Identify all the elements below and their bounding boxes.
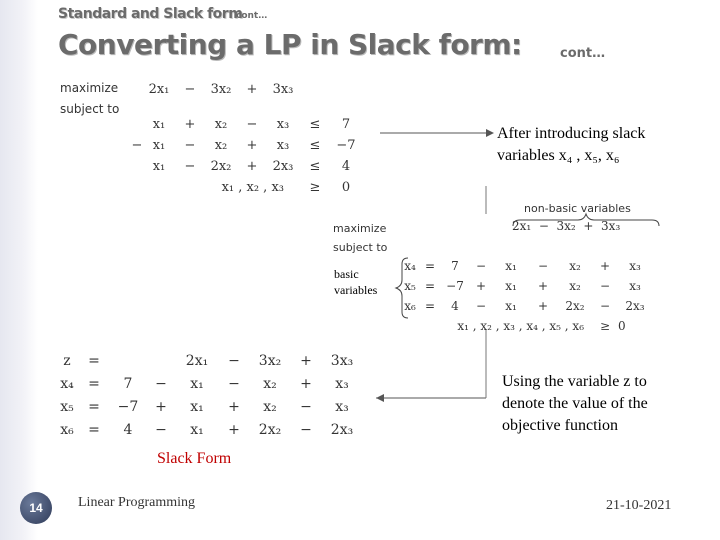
slack-nonneg-vars: x₁ , x₂ , x₃ , x₄ , x₅ , x₆ xyxy=(457,319,584,333)
cell: 2x₃ xyxy=(625,299,645,313)
nonbasic-label: non-basic variables xyxy=(524,202,631,215)
slack-maximize-label: maximize xyxy=(333,222,387,235)
cell: − xyxy=(184,159,196,174)
cell: + xyxy=(300,375,312,392)
slack-objective: 2x₁ − 3x₂ + 3x₃ xyxy=(512,219,621,233)
cell: + xyxy=(537,279,549,293)
slack-form-objective-row xyxy=(56,350,362,372)
cell: 2x₁ xyxy=(148,81,170,97)
cell: x₁ xyxy=(190,398,204,415)
cell: x₃ xyxy=(276,117,290,132)
cell: = xyxy=(424,259,436,273)
cell: x₆ xyxy=(404,299,416,313)
cell: x₅ xyxy=(60,398,74,415)
cell: x₁ xyxy=(190,375,204,392)
basic-label xyxy=(334,266,377,298)
cell: = xyxy=(88,375,100,392)
slack-form-table xyxy=(56,350,362,441)
cell: 2x₃ xyxy=(330,421,354,438)
slack-form-label: Slack Form xyxy=(157,450,232,467)
cell: x₃ xyxy=(276,138,290,153)
cell: x₁ xyxy=(190,421,204,438)
title-cont: cont… xyxy=(560,46,606,61)
cell: − xyxy=(475,299,487,313)
cell: − xyxy=(184,81,196,97)
cell: + xyxy=(155,398,167,415)
cell: + xyxy=(246,159,258,174)
cell: = xyxy=(424,299,436,313)
cell: − xyxy=(475,259,487,273)
slack-form-row xyxy=(56,418,362,441)
slide-supertitle: Standard and Slack form xyxy=(58,6,243,22)
cell: x₄ xyxy=(60,375,74,392)
cell: + xyxy=(184,117,196,132)
cell: − xyxy=(599,299,611,313)
cell: − xyxy=(599,279,611,293)
cell: x₁ xyxy=(505,279,517,293)
cell: 3x₃ xyxy=(330,353,354,369)
cell: + xyxy=(228,421,240,438)
cell: 2x₁ xyxy=(185,353,209,369)
cell: = xyxy=(424,279,436,293)
nonneg-rhs: 0 xyxy=(341,180,351,195)
cell: − xyxy=(246,117,258,132)
basic-label-line1: basic xyxy=(334,267,359,281)
cell: x₂ xyxy=(263,398,277,415)
cell: ≤ xyxy=(309,117,321,132)
slack-form-row xyxy=(56,395,362,418)
page-number-badge xyxy=(20,492,52,524)
cell: − xyxy=(131,138,143,153)
arrow-head-top xyxy=(486,129,494,137)
slide-title: Converting a LP in Slack form: xyxy=(58,28,522,61)
arrow-head-bottom xyxy=(376,394,384,402)
cell: 3x₂ xyxy=(258,353,282,369)
cell: 7 xyxy=(451,259,459,273)
cell: x₂ xyxy=(214,138,228,153)
cell: 4 xyxy=(123,421,133,438)
cell: = xyxy=(88,353,100,369)
cell: −7 xyxy=(446,279,464,293)
cell: x₁ xyxy=(152,117,166,132)
slack-constraint-row xyxy=(402,276,652,296)
cell: + xyxy=(246,81,258,97)
cell: −7 xyxy=(117,398,139,415)
cell: 2x₂ xyxy=(210,159,232,174)
nonneg-vars: x₁ , x₂ , x₃ xyxy=(221,180,284,195)
slack-nonneg-sym: ≥ xyxy=(599,319,611,333)
slack-constraint-row xyxy=(402,256,652,276)
cell: = xyxy=(88,398,100,415)
slack-subject-to-label: subject to xyxy=(333,241,388,254)
cell: 4 xyxy=(451,299,459,313)
cell: −7 xyxy=(336,138,356,153)
cell: + xyxy=(599,259,611,273)
cell: − xyxy=(537,259,549,273)
footer-course: Linear Programming xyxy=(78,495,196,510)
nonneg-sym: ≥ xyxy=(309,180,321,195)
cell: + xyxy=(475,279,487,293)
supertitle-cont: cont… xyxy=(236,11,268,21)
cell: x₁ xyxy=(152,159,166,174)
cell: − xyxy=(184,138,196,153)
original-maximize-label: maximize xyxy=(60,81,119,95)
objective-note: Using the variable z to denote the value of the objective function xyxy=(502,373,648,434)
original-subject-to-label: subject to xyxy=(60,102,120,116)
cell: x₂ xyxy=(214,117,228,132)
cell: x₂ xyxy=(569,279,581,293)
slack-form-row xyxy=(56,372,362,395)
cell: − xyxy=(300,421,312,438)
cell: ≤ xyxy=(309,138,321,153)
basic-label-line2: variables xyxy=(334,283,378,297)
page-number: 14 xyxy=(29,501,43,515)
cell: 2x₂ xyxy=(258,421,282,438)
cell: x₂ xyxy=(263,375,277,392)
cell: 7 xyxy=(123,375,133,392)
cell: x₃ xyxy=(629,279,641,293)
footer-date: 21-10-2021 xyxy=(606,498,672,513)
cell: x₃ xyxy=(335,398,349,415)
cell: x₁ xyxy=(505,299,517,313)
cell: 2x₃ xyxy=(272,159,294,174)
cell: 3x₃ xyxy=(272,81,294,97)
cell xyxy=(110,350,146,372)
slack-nonneg-rhs: 0 xyxy=(618,319,626,333)
after-slack-note: After introducing slack variables x₄ , x₅, x₆ xyxy=(497,125,646,164)
cell: + xyxy=(246,138,258,153)
cell: x₃ xyxy=(629,259,641,273)
cell: 3x₂ xyxy=(210,81,232,97)
cell: + xyxy=(537,299,549,313)
cell: z xyxy=(63,353,71,369)
slack-lp-table xyxy=(402,256,652,336)
cell: 2x₂ xyxy=(565,299,585,313)
cell: + xyxy=(300,353,312,369)
cell: 7 xyxy=(341,117,351,132)
cell: 4 xyxy=(341,159,351,174)
cell: ≤ xyxy=(309,159,321,174)
cell: − xyxy=(155,421,167,438)
cell: − xyxy=(228,375,240,392)
cell: + xyxy=(228,398,240,415)
cell xyxy=(146,350,176,372)
cell: x₂ xyxy=(569,259,581,273)
cell: x₆ xyxy=(60,421,74,438)
cell: x₁ xyxy=(152,138,166,153)
cell: x₃ xyxy=(335,375,349,392)
cell: = xyxy=(88,421,100,438)
cell: x₄ xyxy=(404,259,416,273)
cell: x₁ xyxy=(505,259,517,273)
cell: − xyxy=(155,375,167,392)
slack-constraint-row xyxy=(402,296,652,316)
cell: x₅ xyxy=(404,279,416,293)
cell: − xyxy=(300,398,312,415)
cell: − xyxy=(228,353,240,369)
slack-nonneg-row xyxy=(402,316,652,336)
